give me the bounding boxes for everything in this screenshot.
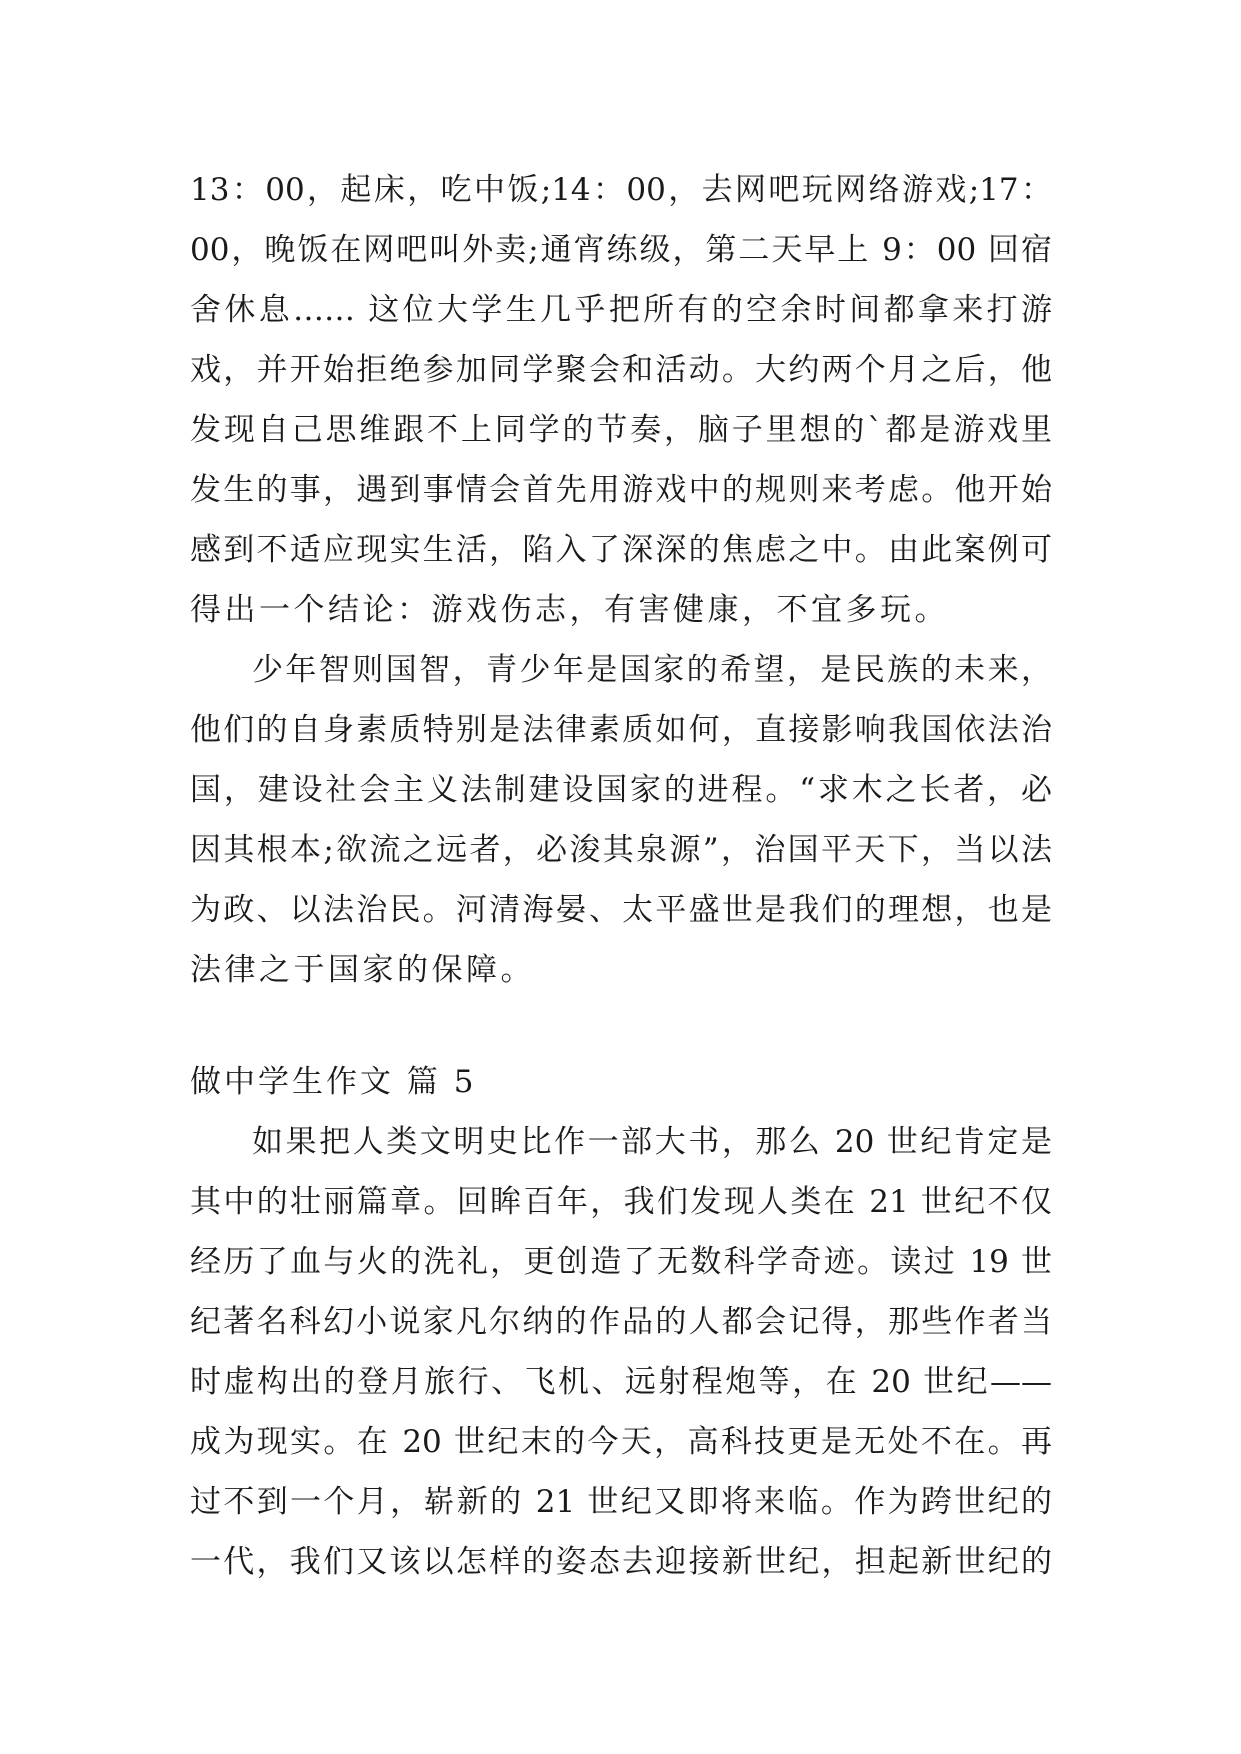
paragraph-3 [190,1112,1052,1592]
paragraph-2 [190,640,1052,1000]
text-line: 00，晚饭在网吧叫外卖;通宵练级，第二天早上 9：00 回宿 [190,232,1053,268]
text-line: 13：00，起床，吃中饭;14：00，去网吧玩网络游戏;17： [190,172,1052,208]
text-line: 发生的事，遇到事情会首先用游戏中的规则来考虑。他开始 [190,472,1052,508]
text-line: 感到不适应现实生活，陷入了深深的焦虑之中。由此案例可 [190,532,1052,568]
text-line: 因其根本;欲流之远者，必浚其泉源”，治国平天下，当以法 [190,832,1052,868]
text-line: 舍休息…… 这位大学生几乎把所有的空余时间都拿来打游 [190,292,1052,328]
text-line: 时虚构出的登月旅行、飞机、远射程炮等，在 20 世纪—— [190,1364,1052,1400]
text-line: 纪著名科幻小说家凡尔纳的作品的人都会记得，那些作者当 [190,1304,1052,1340]
text-line: 发现自己思维跟不上同学的节奏，脑子里想的`都是游戏里 [190,412,1052,448]
text-line: 少年智则国智，青少年是国家的希望，是民族的未来， [252,652,1052,688]
text-line: 戏，并开始拒绝参加同学聚会和活动。大约两个月之后，他 [190,352,1052,388]
text-line: 成为现实。在 20 世纪末的今天，高科技更是无处不在。再 [190,1424,1052,1460]
text-line: 经历了血与火的洗礼，更创造了无数科学奇迹。读过 19 世 [190,1244,1052,1280]
text-line: 一代，我们又该以怎样的姿态去迎接新世纪，担起新世纪的 [190,1544,1052,1580]
section-heading: 做中学生作文 篇 5 [190,1064,477,1100]
section-gap [190,1000,1052,1052]
text-line: 为政、以法治民。河清海晏、太平盛世是我们的理想，也是 [190,892,1052,928]
text-line: 得出一个结论：游戏伤志，有害健康，不宜多玩。 [190,592,949,628]
text-line: 过不到一个月，崭新的 21 世纪又即将来临。作为跨世纪的 [190,1484,1052,1520]
text-line: 国，建设社会主义法制建设国家的进程。“求木之长者，必 [190,772,1052,808]
paragraph-1 [190,160,1052,640]
document-page [190,160,1052,1592]
text-line: 如果把人类文明史比作一部大书，那么 20 世纪肯定是 [252,1124,1052,1160]
text-line: 法律之于国家的保障。 [190,952,535,988]
text-line: 其中的壮丽篇章。回眸百年，我们发现人类在 21 世纪不仅 [190,1184,1052,1220]
text-line: 他们的自身素质特别是法律素质如何，直接影响我国依法治 [190,712,1052,748]
